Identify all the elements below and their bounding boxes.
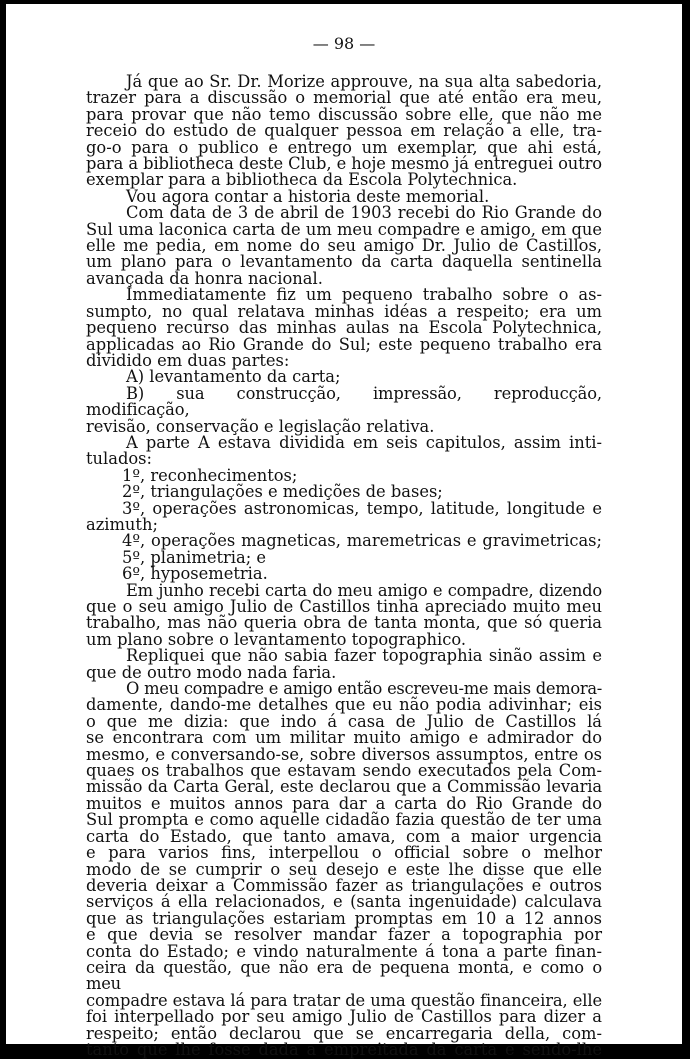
text-line: pequeno recurso das minhas aulas na Escola Polytechnica, xyxy=(86,318,602,338)
text-line: respeito; então declarou que se encarregaria della, com- xyxy=(86,1023,602,1043)
text-line: que de outro modo nada faria. xyxy=(86,662,337,682)
text-line: B) sua construcção, impressão, reproducção, modificação, xyxy=(86,383,602,420)
text-line: e que devia se resolver mandar fazer a topographia por xyxy=(86,925,602,945)
text-line: modo de se cumprir o seu desejo e este lhe disse que elle xyxy=(86,859,602,879)
text-line: conta do Estado; e vindo naturalmente á tona a parte finan- xyxy=(86,941,602,961)
text-line: Immediatamente fiz um pequeno trabalho sobre o as- xyxy=(126,285,602,305)
text-line: receio do estudo de qualquer pessoa em relação a elle, tra- xyxy=(86,121,602,141)
text-line: Já que ao Sr. Dr. Morize approuve, na sua alta sabedoria, xyxy=(126,72,602,91)
text-line: 4º, operações magneticas, maremetricas e gravimetricas; xyxy=(122,531,602,551)
text-line: trabalho, mas não queria obra de tanta monta, que só queria xyxy=(86,613,602,633)
page-number: — 98 — xyxy=(312,34,376,53)
text-line: applicadas ao Rio Grande do Sul; este pequeno trabalho era xyxy=(86,334,602,354)
text-line: revisão, conservação e legislação relativa. xyxy=(86,416,435,436)
text-line: 5º, planimetria; e xyxy=(122,547,267,567)
text-line: avançada da honra nacional. xyxy=(86,268,323,288)
text-line: que as triangulações estariam promptas em 10 a 12 annos xyxy=(86,908,602,928)
text-line: para provar que não temo discussão sobre elle, que não me xyxy=(86,104,602,124)
text-line: mesmo, e conversando-se, sobre diversos assumptos, entre os xyxy=(86,744,602,764)
text-line: go-o para o publico e entrego um exemplar, que ahi está, xyxy=(86,137,602,157)
text-line: Sul uma laconica carta de um meu compadre e amigo, em que xyxy=(86,219,602,239)
text-line: tanto que lhe fosse dada a empreitada da carta e sendo-lhe xyxy=(86,1039,602,1059)
text-line: Repliquei que não sabia fazer topographia sinão assim e xyxy=(126,646,602,666)
text-line: 6º, hyposemetria. xyxy=(122,564,268,584)
text-line: tulados: xyxy=(86,449,153,469)
text-line: Vou agora contar a historia deste memorial. xyxy=(126,186,490,206)
text-line: missão da Carta Geral, este declarou que a Commissão levaria xyxy=(86,777,602,797)
text-line: A parte A estava dividida em seis capitulos, assim inti- xyxy=(126,432,602,452)
text-line: o que me dizia: que indo á casa de Julio de Castillos lá xyxy=(86,711,602,731)
text-line: se encontrara com um militar muito amigo e admirador do xyxy=(86,728,602,748)
text-line: Com data de 3 de abril de 1903 recebi do Rio Grande do xyxy=(126,203,602,223)
text-line: para a bibliotheca deste Club, e hoje mesmo já entreguei outro xyxy=(86,154,602,174)
text-line: serviços á ella relacionados, e (santa ingenuidade) calculava xyxy=(86,892,602,912)
text-line: deveria deixar a Commissão fazer as triangulações e outros xyxy=(86,875,602,895)
text-line: ceira da questão, que não era de pequena monta, e como o meu xyxy=(86,957,602,994)
text-line: sumpto, no qual relatava minhas idéas a respeito; era um xyxy=(86,301,602,321)
text-line: que o seu amigo Julio de Castillos tinha apreciado muito meu xyxy=(86,597,602,616)
text-line: um plano sobre o levantamento topographico. xyxy=(86,629,467,649)
text-line: muitos e muitos annos para dar a carta do Rio Grande do xyxy=(86,793,602,813)
text-line: A) levantamento da carta; xyxy=(126,367,341,387)
text-line: Em junho recebi carta do meu amigo e compadre, dizendo xyxy=(126,580,602,600)
text-line: O meu compadre e amigo então escreveu-me mais demora- xyxy=(126,679,602,699)
text-line: damente, dando-me detalhes que eu não podia adivinhar; eis xyxy=(86,695,602,715)
text-line: um plano para o levantamento da carta daquella sentinella xyxy=(86,252,602,272)
text-line: e para varios fins, interpellou o official sobre o melhor xyxy=(86,843,602,863)
text-line: elle me pedia, em nome do seu amigo Dr. Julio de Castillos, xyxy=(86,236,602,256)
text-line: dividido em duas partes: xyxy=(86,350,290,370)
text-line: 3º, operações astronomicas, tempo, latitude, longitude e xyxy=(122,498,602,518)
text-line: carta do Estado, que tanto amava, com a maior urgencia xyxy=(86,826,602,846)
body-text xyxy=(86,74,602,1058)
text-line: trazer para a discussão o memorial que até então era meu, xyxy=(86,88,602,108)
text-line: 1º, reconhecimentos; xyxy=(122,465,298,485)
text-line: Sul prompta e como aquelle cidadão fazia questão de ter uma xyxy=(86,810,602,830)
text-line: foi interpellado por seu amigo Julio de Castillos para dizer a xyxy=(86,1007,602,1027)
text-line: compadre estava lá para tratar de uma questão financeira, elle xyxy=(86,990,602,1010)
document-page xyxy=(6,4,682,1059)
text-line: azimuth; xyxy=(86,514,158,534)
text-line: exemplar para a bibliotheca da Escola Polytechnica. xyxy=(86,170,518,190)
text-line: quaes os trabalhos que estavam sendo executados pela Com- xyxy=(86,761,602,781)
text-line: 2º, triangulações e medições de bases; xyxy=(122,482,443,502)
